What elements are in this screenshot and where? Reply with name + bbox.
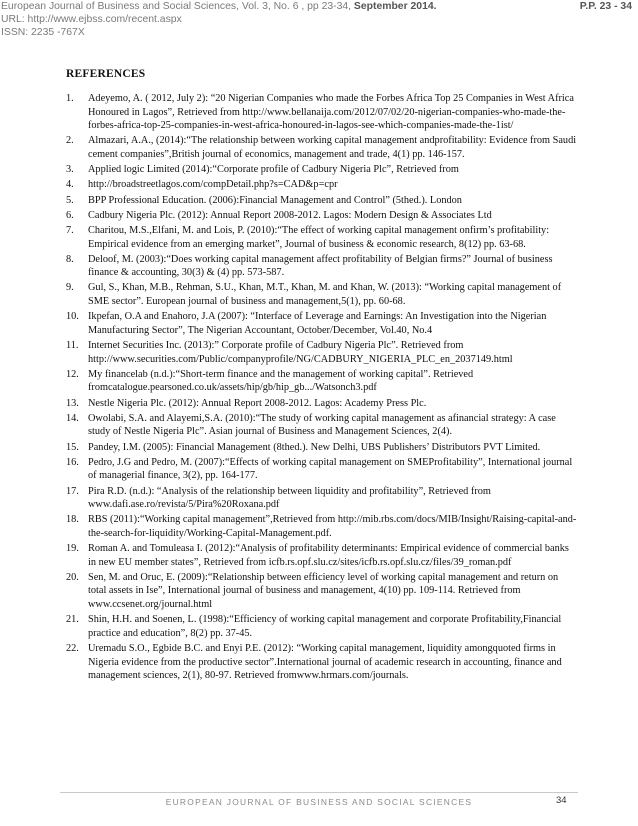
reference-text: Applied logic Limited (2014):“Corporate profile of Cadbury Nigeria Plc”, Retrieved from bbox=[88, 164, 459, 176]
reference-item bbox=[66, 281, 578, 308]
reference-item bbox=[66, 178, 578, 192]
reference-text: Almazari, A.A., (2014):“The relationship between working capital management andprofitability: Evidence from Saudi cement companies”,British journal of economics, management and trade, 4(1) pp. 146-157. bbox=[88, 135, 577, 160]
reference-number: 1. bbox=[66, 93, 74, 104]
reference-number: 20. bbox=[66, 571, 79, 583]
journal-issn: ISSN: 2235 -767X bbox=[1, 27, 85, 38]
reference-number: 12. bbox=[66, 368, 79, 380]
reference-number: 7. bbox=[66, 224, 74, 236]
reference-number: 16. bbox=[66, 456, 79, 468]
header-journal-row bbox=[0, 0, 638, 13]
reference-item bbox=[66, 163, 578, 177]
reference-text: Deloof, M. (2003):“Does working capital management affect profitability of Belgian firms?” Journal of business finance & accounting, 30(3) & (4) pp. 573-587. bbox=[88, 253, 553, 279]
reference-text: Charitou, M.S.,Elfani, M. and Lois, P. (2010):“The effect of working capital management onfirm’s profitability: Empirical evidence from an emerging market”, Journal of business & economic research, 8(12) pp. 63-68. bbox=[88, 224, 550, 250]
reference-item bbox=[66, 368, 578, 395]
reference-number: 19. bbox=[66, 543, 79, 555]
reference-text: Pedro, J.G and Pedro, M. (2007):“Effects of working capital management on SMEProfitability”, International journal of managerial finance, 3(2), pp. 164-177. bbox=[88, 456, 573, 482]
reference-number: 15. bbox=[66, 441, 79, 453]
reference-number: 2. bbox=[66, 135, 74, 147]
page-number: 34 bbox=[556, 795, 567, 806]
reference-item bbox=[66, 134, 578, 161]
reference-number: 18. bbox=[66, 514, 79, 526]
reference-number: 11. bbox=[66, 340, 79, 352]
reference-text: Uremadu S.O., Egbide B.C. and Enyi P.E. (2012): “Working capital management, liquidity amongquoted firms in Nigeria evidence from the productive sector”.International journal of academic research in accounting, finance and management sciences, 2(1), 80-97. Retrieved fromwww.hrmars.com/journals. bbox=[88, 643, 562, 682]
reference-text: Adeyemo, A. ( 2012, July 2): “20 Nigerian Companies who made the Forbes Africa Top 25 Companies in West Africa Honoured in Lagos”, Retrieved from http://www.bellanaija.com/2012/07/02/20-nigerian-companies-who-made-the-forbes-africa-top-25-companies-in-west-africa-honoured-in-lagos-see-which-companies-made-the-1ist/ bbox=[88, 93, 574, 132]
reference-item bbox=[66, 412, 578, 439]
reference-item bbox=[66, 642, 578, 683]
reference-item bbox=[66, 542, 578, 569]
journal-date: September 2014. bbox=[353, 1, 437, 12]
reference-text: Pandey, I.M. (2005): Financial Management (8thed.). New Delhi, UBS Publishers’ Distributors PVT Limited. bbox=[88, 441, 541, 453]
reference-item bbox=[66, 310, 578, 337]
reference-number: 5. bbox=[66, 194, 74, 206]
reference-item bbox=[66, 456, 578, 483]
reference-text: RBS (2011):“Working capital management”,Retrieved from http://mib.rbs.com/docs/MIB/Insight/Raising-capital-and-the-search-for-liquidity/Working-Capital-Management.pdf. bbox=[88, 514, 577, 539]
reference-text: Internet Securities Inc. (2013):” Corporate profile of Cadbury Nigeria Plc”. Retrieved from http://www.securities.com/Public/companyprofile/NG/CADBURY_NIGERIA_PLC_en_2037149.html bbox=[88, 340, 513, 365]
reference-text: Pira R.D. (n.d.): “Analysis of the relationship between liquidity and profitability”, Retrieved from www.dafi.ase.ro/revista/5/Pira%20Roxana.pdf bbox=[88, 485, 491, 511]
reference-item bbox=[66, 209, 578, 223]
references-heading: REFERENCES bbox=[66, 68, 146, 80]
reference-number: 9. bbox=[66, 282, 74, 294]
reference-text: http://broadstreetlagos.com/compDetail.php?s=CAD&p=cpr bbox=[88, 179, 338, 191]
reference-number: 4. bbox=[66, 179, 74, 191]
reference-text: BPP Professional Education. (2006):Financial Management and Control” (5thed.). London bbox=[88, 194, 462, 206]
reference-item bbox=[66, 613, 578, 640]
reference-text: Nestle Nigeria Plc. (2012): Annual Report 2008-2012. Lagos: Academy Press Plc. bbox=[88, 397, 427, 409]
reference-item bbox=[66, 441, 578, 455]
reference-text: Roman A. and Tomuleasa I. (2012):“Analysis of profitability determinants: Empirical evidence of commercial banks in new EU member states”, Retrieved from icfb.rs.opf.slu.cz/sites/icfb.rs.opf.slu.cz/files/39_roman.pdf bbox=[88, 543, 569, 568]
reference-number: 14. bbox=[66, 412, 79, 424]
reference-item bbox=[66, 339, 578, 366]
reference-text: My financelab (n.d.):“Short-term finance and the management of working capital”. Retrieved fromcatalogue.pearsoned.co.uk/assets/hip/gb/hip_gb.../Watsonch3.pdf bbox=[88, 368, 474, 394]
reference-item bbox=[66, 571, 578, 612]
reference-number: 17. bbox=[66, 485, 79, 497]
reference-number: 6. bbox=[66, 209, 74, 221]
reference-text: Ikpefan, O.A and Enahoro, J.A (2007): “Interface of Leverage and Earnings: An Investigation into the Nigerian Manufacturing Sector”, The Nigerian Accountant, October/December, Vol.40, No.4 bbox=[88, 311, 547, 336]
reference-item bbox=[66, 397, 578, 411]
reference-text: Sen, M. and Oruc, E. (2009):“Relationship between efficiency level of working capital management and return on total assets in Ise”, International journal of business and management, 4(10) pp. 109-114. Retrieved from www.ccsenet.org/journal.html bbox=[88, 571, 559, 611]
references-list bbox=[66, 92, 578, 684]
reference-item bbox=[66, 194, 578, 208]
journal-citation-text: European Journal of Business and Social Sciences, Vol. 3, No. 6 , pp 23-34, bbox=[1, 1, 354, 12]
reference-number: 3. bbox=[66, 164, 74, 176]
reference-number: 21. bbox=[66, 614, 79, 626]
reference-text: Shin, H.H. and Soenen, L. (1998):“Efficiency of working capital management and corporate Profitability,Financial practice and education”, 8(2) pp. 37-45. bbox=[88, 614, 562, 639]
journal-url: URL: http://www.ejbss.com/recent.aspx bbox=[1, 14, 182, 25]
reference-item bbox=[66, 224, 578, 251]
footer-journal-name: EUROPEAN JOURNAL OF BUSINESS AND SOCIAL SCIENCES bbox=[60, 792, 578, 807]
journal-citation bbox=[1, 0, 437, 13]
reference-text: Cadbury Nigeria Plc. (2012): Annual Report 2008-2012. Lagos: Modern Design & Associates Ltd bbox=[88, 209, 492, 221]
reference-number: 22. bbox=[66, 643, 79, 655]
running-header bbox=[0, 0, 638, 39]
reference-text: Owolabi, S.A. and Alayemi,S.A. (2010):“The study of working capital management as afinancial strategy: A case study of Nestle Nigeria Plc”. Asian journal of Business and Management Sciences, 2(4). bbox=[88, 412, 556, 438]
reference-item bbox=[66, 92, 578, 133]
reference-text: Gul, S., Khan, M.B., Rehman, S.U., Khan, M.T., Khan, M. and Khan, W. (2013): “Working capital management of SME sector”. European journal of business and management,5(1), pp. 60-68. bbox=[88, 282, 562, 308]
reference-item bbox=[66, 253, 578, 280]
reference-item bbox=[66, 485, 578, 512]
reference-item bbox=[66, 513, 578, 540]
reference-number: 10. bbox=[66, 311, 79, 323]
page-range: P.P. 23 - 34 bbox=[579, 1, 632, 12]
reference-number: 13. bbox=[66, 397, 79, 409]
reference-number: 8. bbox=[66, 253, 74, 265]
